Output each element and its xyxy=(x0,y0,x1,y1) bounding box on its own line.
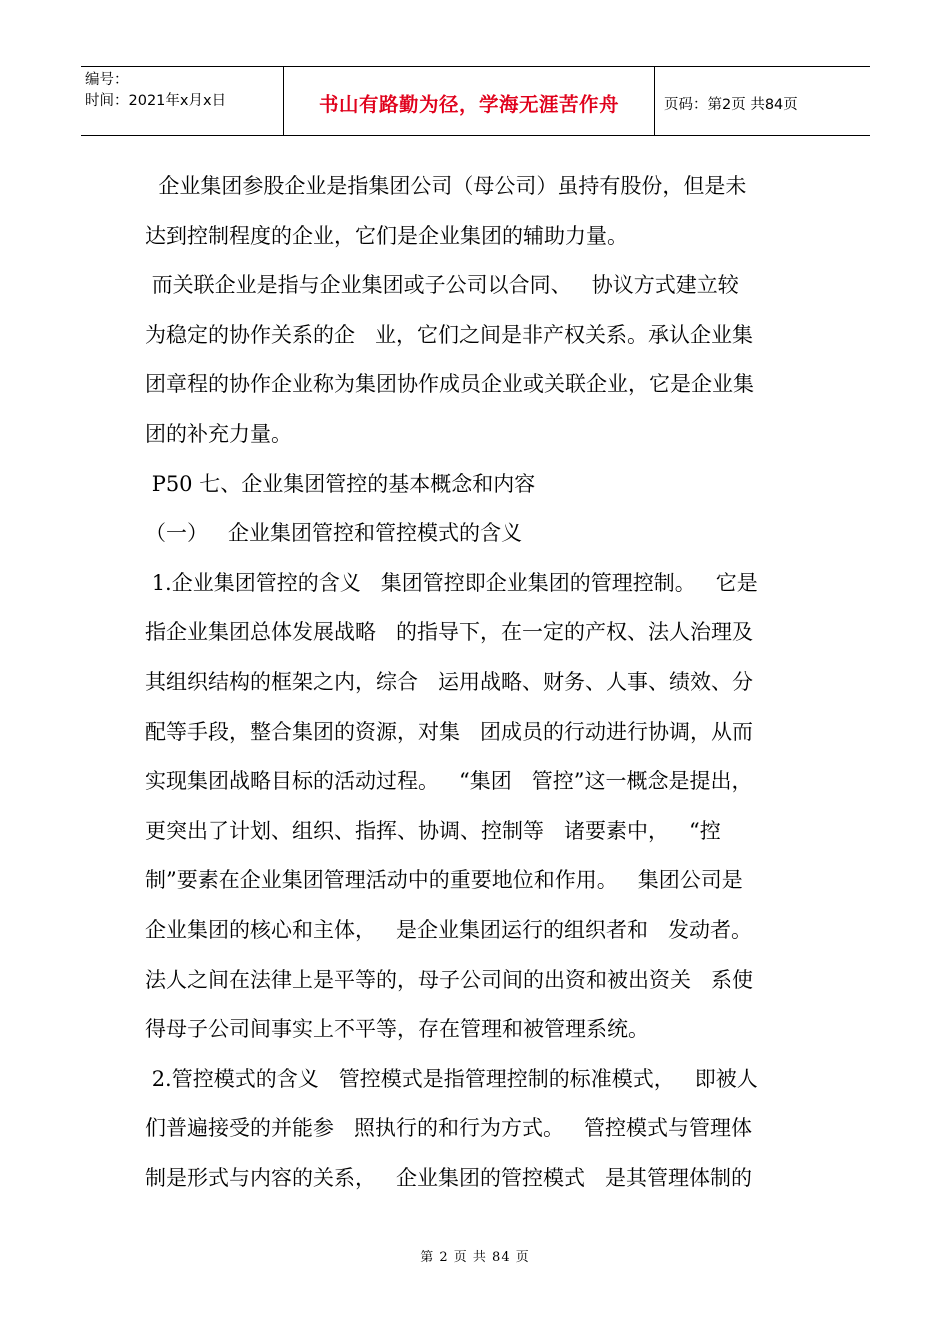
subsection-heading: （一） 企业集团管控和管控模式的含义 xyxy=(145,521,523,546)
header-motto-cell xyxy=(283,67,655,135)
body-line: 2.管控模式的含义 管控模式是指管理控制的标准模式， 即被人 xyxy=(145,1066,758,1091)
body-line: 们普遍接受的并能参 照执行的和行为方式。 管控模式与管理体 xyxy=(145,1116,753,1141)
body-line: 法人之间在法律上是平等的，母子公司间的出资和被出资关 系使 xyxy=(145,967,754,992)
body-line: 配等手段，整合集团的资源，对集 团成员的行动进行协调，从而 xyxy=(145,719,754,744)
document-body xyxy=(145,162,825,1203)
body-line: 达到控制程度的企业，它们是企业集团的辅助力量。 xyxy=(145,223,628,248)
document-date-label: 时间：2021年x月x日 xyxy=(85,93,227,109)
header-motto: 书山有路勤为径，学海无涯苦作舟 xyxy=(318,93,619,116)
section-heading: P50 七、企业集团管控的基本概念和内容 xyxy=(145,471,536,496)
header-page-info: 页码：第2页 共84页 xyxy=(664,96,798,113)
header-table xyxy=(81,66,870,136)
body-line: 而关联企业是指与企业集团或子公司以合同、 协议方式建立较 xyxy=(145,273,739,298)
body-line: 得母子公司间事实上不平等，存在管理和被管理系统。 xyxy=(145,1017,649,1042)
body-line: 制是形式与内容的关系， 企业集团的管控模式 是其管理体制的 xyxy=(145,1165,753,1190)
body-line: 为稳定的协作关系的企 业，它们之间是非产权关系。承认企业集 xyxy=(145,322,754,347)
body-line: 企业集团参股企业是指集团公司（母公司）虽持有股份，但是未 xyxy=(145,174,747,198)
body-line: 企业集团的核心和主体， 是企业集团运行的组织者和 发动者。 xyxy=(145,917,753,942)
header-page-cell xyxy=(655,67,870,135)
body-line: 团章程的协作企业称为集团协作成员企业或关联企业，它是企业集 xyxy=(145,372,754,397)
body-line: 实现集团战略目标的活动过程。 “集团 管控”这一概念是提出， xyxy=(145,769,753,794)
body-line: 其组织结构的框架之内，综合 运用战略、财务、人事、绩效、分 xyxy=(145,669,754,694)
page-footer: 第 2 页 共 84 页 xyxy=(420,1250,530,1265)
body-line: 1.企业集团管控的含义 集团管控即企业集团的管理控制。 它是 xyxy=(145,570,758,595)
header-meta-cell xyxy=(81,67,283,135)
body-line: 团的补充力量。 xyxy=(145,421,292,446)
body-line: 指企业集团总体发展战略 的指导下，在一定的产权、法人治理及 xyxy=(145,620,754,645)
body-line: 制”要素在企业集团管理活动中的重要地位和作用。 集团公司是 xyxy=(145,868,743,893)
body-line: 更突出了计划、组织、指挥、协调、控制等 诸要素中， “控 xyxy=(145,818,721,843)
document-number-label: 编号： xyxy=(85,72,129,88)
